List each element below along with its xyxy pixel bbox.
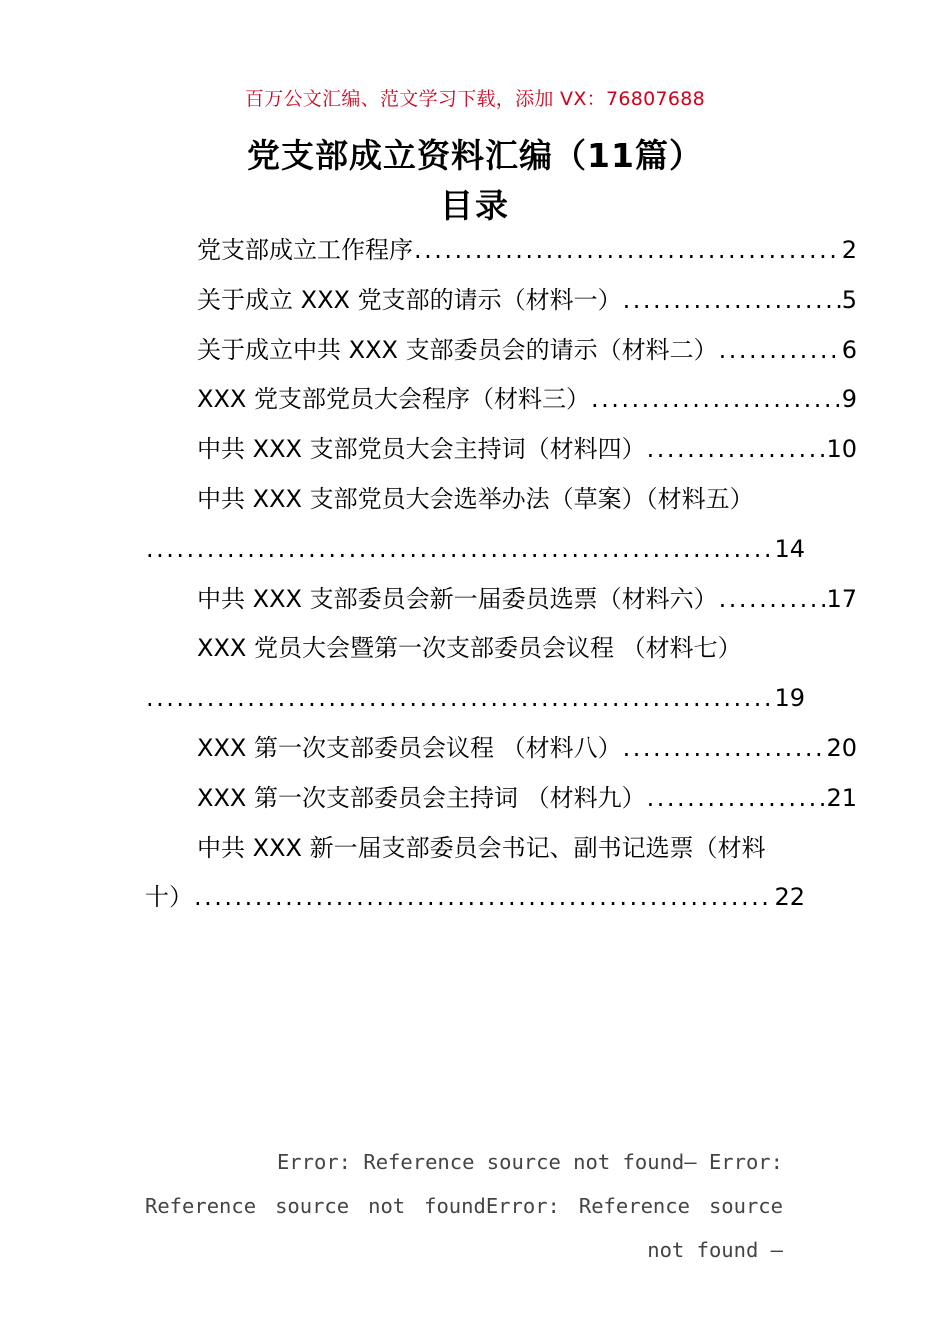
toc-entry-title: XXX 党支部党员大会程序（材料三） <box>197 375 590 425</box>
table-of-contents <box>145 226 857 923</box>
toc-entry[interactable] <box>145 375 857 425</box>
footer-error-line: not found — <box>647 1238 783 1262</box>
toc-entry-title: XXX 第一次支部委员会议程 （材料八） <box>197 724 622 774</box>
toc-page-number: 20 <box>826 733 857 762</box>
toc-leader-dots <box>590 375 842 425</box>
toc-entry-title: 关于成立中共 XXX 支部委员会的请示（材料二） <box>197 326 718 376</box>
toc-entry-title: 中共 XXX 新一届支部委员会书记、副书记选票（材料 <box>197 824 766 874</box>
toc-page-number: 10 <box>826 435 857 464</box>
promo-banner: 百万公文汇编、范文学习下载，添加 VX：76807688 <box>244 88 706 110</box>
toc-leader-dots <box>718 326 842 376</box>
toc-page-number: 19 <box>774 684 805 713</box>
toc-leader-dots <box>622 724 827 774</box>
toc-entry-title: 中共 XXX 支部党员大会选举办法（草案）（材料五） <box>197 475 754 525</box>
toc-entry-title: XXX 党员大会暨第一次支部委员会议程 （材料七） <box>197 624 742 674</box>
toc-leader-dots <box>646 425 827 475</box>
toc-entry-title: XXX 第一次支部委员会主持词 （材料九） <box>197 774 646 824</box>
toc-entry-title: 中共 XXX 支部党员大会主持词（材料四） <box>197 425 646 475</box>
toc-entry[interactable] <box>145 475 805 525</box>
toc-page-number: 9 <box>841 385 857 414</box>
toc-entry-continuation[interactable] <box>145 525 805 575</box>
toc-leader-dots <box>718 575 827 625</box>
page-footer-error <box>145 1140 783 1272</box>
toc-page-number: 21 <box>826 783 857 812</box>
toc-entry[interactable] <box>145 425 857 475</box>
toc-leader-dots <box>145 525 774 575</box>
toc-page-number: 17 <box>826 584 857 613</box>
toc-entry[interactable] <box>145 824 805 874</box>
toc-page-number: 2 <box>841 236 857 264</box>
toc-entry-title: 关于成立 XXX 党支部的请示（材料一） <box>197 276 622 326</box>
toc-entry[interactable] <box>145 774 857 824</box>
toc-entry-title: 中共 XXX 支部委员会新一届委员选票（材料六） <box>197 575 718 625</box>
toc-page-number: 6 <box>841 335 857 364</box>
toc-entry[interactable] <box>145 326 857 376</box>
toc-entry-title: 十） <box>145 873 193 923</box>
document-title: 党支部成立资料汇编（11篇） <box>247 136 703 175</box>
toc-entry-title: 党支部成立工作程序 <box>197 226 413 276</box>
toc-leader-dots <box>646 774 827 824</box>
toc-entry[interactable] <box>145 226 857 276</box>
toc-page-number: 14 <box>774 534 805 563</box>
toc-page-number: 22 <box>774 883 805 912</box>
toc-leader-dots <box>413 226 842 276</box>
toc-leader-dots <box>193 873 774 923</box>
toc-entry[interactable] <box>145 575 857 625</box>
toc-page-number: 5 <box>841 285 857 314</box>
toc-entry[interactable] <box>145 624 805 674</box>
toc-entry-continuation[interactable] <box>145 873 805 923</box>
footer-error-line: Error: Reference source not found— Error: <box>276 1150 783 1174</box>
toc-leader-dots <box>145 674 774 724</box>
toc-entry-continuation[interactable] <box>145 674 805 724</box>
toc-entry[interactable] <box>145 276 857 326</box>
toc-leader-dots <box>622 276 842 326</box>
toc-entry[interactable] <box>145 724 857 774</box>
toc-heading: 目录 <box>440 186 510 225</box>
footer-error-line: Reference source not foundError: Reference source <box>145 1194 783 1218</box>
